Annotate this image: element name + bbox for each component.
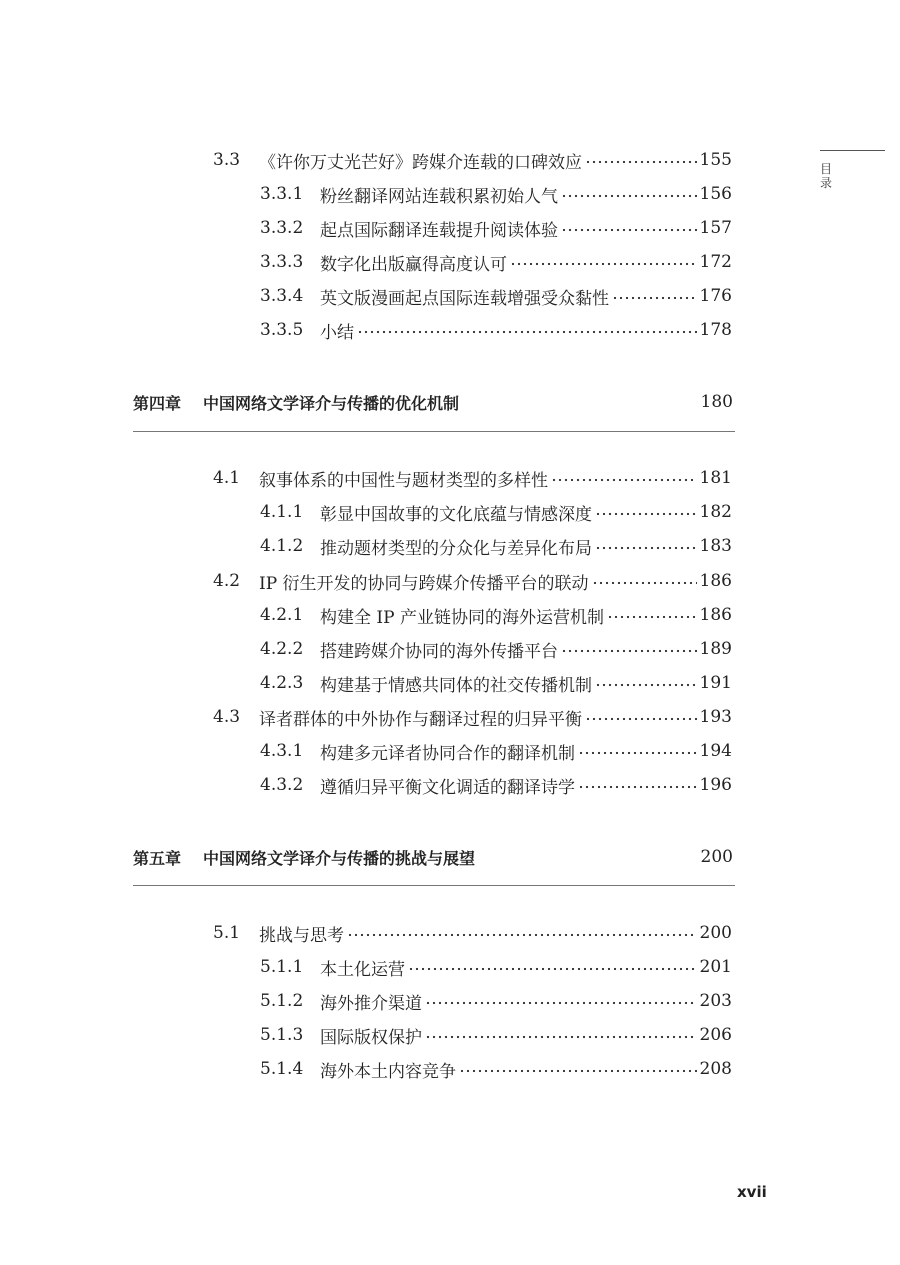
dot-leader (578, 734, 697, 768)
dot-leader (561, 211, 697, 245)
dot-leader (585, 143, 697, 177)
toc-entry-subsection[interactable] (260, 734, 732, 768)
page-number: 156 (699, 184, 732, 204)
toc-entry-subsection[interactable] (260, 984, 732, 1018)
dot-leader (595, 529, 697, 563)
entry-title: 叙事体系的中国性与题材类型的多样性 (259, 470, 548, 491)
section-number: 5.1.2 (260, 991, 304, 1011)
entry-title: 英文版漫画起点国际连载增强受众黏性 (320, 288, 609, 309)
page-number: 157 (699, 218, 732, 238)
page-number: 193 (699, 707, 732, 727)
page-number: 208 (699, 1059, 732, 1079)
section-number: 3.3.4 (260, 286, 304, 306)
page-number: 182 (699, 502, 732, 522)
entry-title: 遵循归异平衡文化调适的翻译诗学 (320, 777, 575, 798)
section-number: 4.2.3 (260, 673, 304, 693)
entry-title: 推动题材类型的分众化与差异化布局 (320, 538, 592, 559)
section-number: 3.3.3 (260, 252, 304, 272)
page-number: 203 (699, 991, 732, 1011)
section-number: 4.2.1 (260, 605, 304, 625)
dot-leader (595, 666, 697, 700)
dot-leader (595, 495, 697, 529)
chapter-heading[interactable] (133, 385, 733, 419)
dot-leader (561, 632, 697, 666)
page-number: 181 (699, 468, 732, 488)
section-number: 5.1.4 (260, 1059, 304, 1079)
dot-leader (585, 700, 697, 734)
toc-entry-section[interactable] (213, 700, 732, 734)
page-number: 189 (699, 639, 732, 659)
entry-title: 小结 (320, 322, 354, 343)
entry-title: 海外本土内容竞争 (320, 1061, 456, 1082)
chapter-divider (133, 431, 735, 432)
page-folio: xvii (737, 1183, 767, 1201)
dot-leader (578, 768, 697, 802)
page-number: 155 (699, 150, 732, 170)
toc-entry-subsection[interactable] (260, 768, 732, 802)
section-number: 4.1 (213, 468, 241, 488)
dot-leader (357, 313, 697, 347)
toc-entry-subsection[interactable] (260, 495, 732, 529)
entry-title: 起点国际翻译连载提升阅读体验 (320, 220, 558, 241)
section-side-label: 目录 (820, 162, 833, 190)
toc-entry-section[interactable] (213, 564, 732, 598)
page-number: 200 (700, 847, 733, 867)
chapter-label: 第四章 (133, 393, 182, 413)
entry-title: 彰显中国故事的文化底蕴与情感深度 (320, 504, 592, 525)
entry-title: 粉丝翻译网站连载积累初始人气 (320, 186, 558, 207)
toc-entry-subsection[interactable] (260, 666, 732, 700)
toc-entry-section[interactable] (213, 916, 732, 950)
section-number: 4.2 (213, 571, 241, 591)
section-number: 5.1.1 (260, 957, 304, 977)
chapter-label: 第五章 (133, 848, 182, 868)
entry-title: 国际版权保护 (320, 1027, 422, 1048)
toc-entry-subsection[interactable] (260, 598, 732, 632)
section-number: 5.1 (213, 923, 241, 943)
page-number: 186 (699, 571, 732, 591)
toc-entry-subsection[interactable] (260, 1018, 732, 1052)
page-number: 186 (699, 605, 732, 625)
toc-entry-section[interactable] (213, 143, 732, 177)
toc-entry-section[interactable] (213, 461, 732, 495)
section-number: 3.3.1 (260, 184, 304, 204)
toc-entry-subsection[interactable] (260, 313, 732, 347)
entry-title: 搭建跨媒介协同的海外传播平台 (320, 641, 558, 662)
dot-leader (347, 916, 697, 950)
entry-title: 译者群体的中外协作与翻译过程的归异平衡 (259, 709, 582, 730)
toc-entry-subsection[interactable] (260, 211, 732, 245)
chapter-title: 中国网络文学译介与传播的挑战与展望 (203, 848, 476, 868)
section-number: 4.3.1 (260, 741, 304, 761)
section-number: 3.3.2 (260, 218, 304, 238)
entry-title: IP 衍生开发的协同与跨媒介传播平台的联动 (259, 573, 589, 594)
section-number: 3.3 (213, 150, 241, 170)
toc-entry-subsection[interactable] (260, 177, 732, 211)
toc-entry-subsection[interactable] (260, 245, 732, 279)
entry-title: 构建全 IP 产业链协同的海外运营机制 (320, 607, 604, 628)
toc-entry-subsection[interactable] (260, 632, 732, 666)
page-number: 176 (699, 286, 732, 306)
section-number: 4.3 (213, 707, 241, 727)
side-tab-rule (820, 150, 885, 151)
page-number: 206 (699, 1025, 732, 1045)
chapter-divider (133, 885, 735, 886)
entry-title: 构建基于情感共同体的社交传播机制 (320, 675, 592, 696)
dot-leader (607, 598, 697, 632)
section-number: 4.2.2 (260, 639, 304, 659)
section-number: 3.3.5 (260, 320, 304, 340)
page-number: 196 (699, 775, 732, 795)
dot-leader (459, 1052, 697, 1086)
dot-leader (612, 279, 697, 313)
dot-leader (561, 177, 697, 211)
chapter-title: 中国网络文学译介与传播的优化机制 (203, 393, 460, 413)
page-number: 191 (699, 673, 732, 693)
entry-title: 数字化出版赢得高度认可 (320, 254, 507, 275)
toc-entry-subsection[interactable] (260, 529, 732, 563)
section-number: 4.1.1 (260, 502, 304, 522)
page-number: 178 (699, 320, 732, 340)
entry-title: 构建多元译者协同合作的翻译机制 (320, 743, 575, 764)
page-number: 194 (699, 741, 732, 761)
dot-leader (425, 1018, 697, 1052)
toc-entry-subsection[interactable] (260, 279, 732, 313)
section-number: 4.3.2 (260, 775, 304, 795)
toc-entry-subsection[interactable] (260, 1052, 732, 1086)
page-number: 183 (699, 536, 732, 556)
page-number: 200 (699, 923, 732, 943)
page-number: 201 (699, 957, 732, 977)
section-number: 5.1.3 (260, 1025, 304, 1045)
dot-leader (592, 564, 697, 598)
entry-title: 海外推介渠道 (320, 993, 422, 1014)
entry-title: 挑战与思考 (259, 925, 344, 946)
entry-title: 《许你万丈光芒好》跨媒介连载的口碑效应 (259, 152, 582, 173)
section-number: 4.1.2 (260, 536, 304, 556)
dot-leader (510, 245, 697, 279)
dot-leader (551, 461, 697, 495)
page-number: 180 (700, 392, 733, 412)
entry-title: 本土化运营 (320, 959, 405, 980)
dot-leader (408, 950, 697, 984)
chapter-heading[interactable] (133, 840, 733, 874)
page-number: 172 (699, 252, 732, 272)
dot-leader (425, 984, 697, 1018)
toc-entry-subsection[interactable] (260, 950, 732, 984)
